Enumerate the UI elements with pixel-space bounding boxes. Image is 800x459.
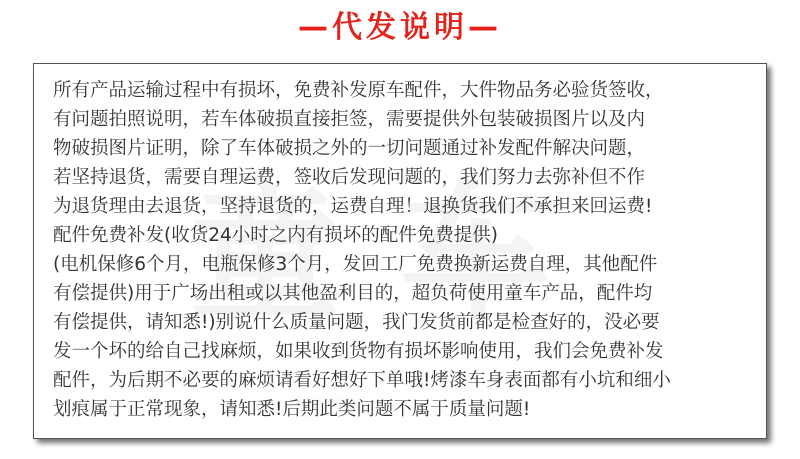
notice-line: 发一个坏的给自己找麻烦，如果收到货物有损坏影响使用，我们会免费补发 [53,341,664,362]
notice-line: 所有产品运输过程中有损坏，免费补发原车配件，大件物品务必验货签收， [53,80,664,101]
notice-line: 划痕属于正常现象，请知悉!后期此类问题不属于质量问题! [53,399,531,420]
notice-line: 有偿提供)用于广场出租或以其他盈利目的，超负荷使用童车产品，配件均 [53,283,653,304]
notice-box [33,63,767,439]
notice-line: 为退货理由去退货，坚持退货的，运费自理！退换货我们不承担来回运费! [53,196,653,217]
notice-line: 若坚持退货，需要自理运费，签收后发现问题的，我们努力去弥补但不作 [53,167,646,188]
notice-line: 有问题拍照说明，若车体破损直接拒签，需要提供外包装破损图片以及内 [53,109,646,130]
notice-line: 有偿提供，请知悉!)别说什么质量问题，我门发货前都是检查好的，没必要 [53,312,660,333]
page-title: —代发说明— [298,10,502,45]
notice-line: (电机保修6个月，电瓶保修3个月，发回工厂免费换新运费自理，其他配件 [53,254,658,275]
notice-line: 配件免费补发(收货24小时之内有损坏的配件免费提供) [53,225,498,246]
notice-text [53,76,671,424]
notice-line: 物破损图片证明，除了车体破损之外的一切问题通过补发配件解决问题， [53,138,646,159]
notice-line: 配件，为后期不必要的麻烦请看好想好下单哦!烤漆车身表面都有小坑和细小 [53,370,671,391]
